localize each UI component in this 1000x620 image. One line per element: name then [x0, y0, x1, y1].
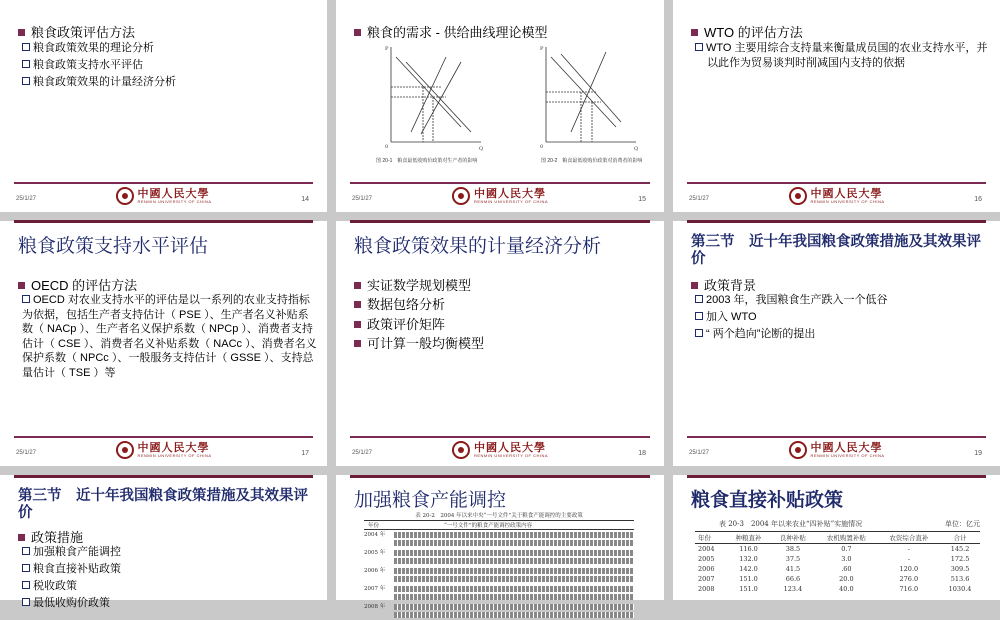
table-caption: 表 20-3 2004 年以来农业“四补贴”实施情况	[719, 520, 863, 528]
bullet: 数据包络分析	[354, 294, 445, 313]
bullet: 政策评价矩阵	[354, 314, 445, 333]
slide-title: 第三节 近十年我国粮食政策措施及其效果评价	[18, 487, 308, 521]
svg-text:Q: Q	[634, 146, 639, 152]
slide-number: 14	[301, 196, 309, 203]
svg-text:0: 0	[385, 144, 389, 150]
supply-demand-graph-1	[371, 42, 491, 167]
col-header: 农资综合直补	[889, 534, 929, 542]
slide-footer	[0, 436, 327, 466]
col-header: 年份	[368, 523, 380, 529]
slide-number: 17	[301, 450, 309, 457]
table-row: 2007 151.0 66.6 20.0 276.0 513.6	[698, 575, 970, 583]
checkbox-bullet-icon	[22, 295, 30, 303]
seal-icon	[788, 187, 806, 205]
subsidy-table	[695, 531, 980, 594]
bullet: 粮食的需求 - 供给曲线理论模型	[354, 22, 548, 41]
checkbox-bullet-icon	[22, 581, 30, 589]
university-logo: 中國人民大學 RENMIN UNIVERSITY OF CHINA	[452, 187, 548, 205]
slide-15[interactable]	[336, 0, 664, 212]
svg-text:P: P	[540, 46, 544, 52]
graph-caption: 图 20-2 粮食最低收购价政策对消费者的影响	[541, 158, 643, 164]
sub-item: 最低收购价政策	[22, 596, 110, 611]
university-logo: 中國人民大學 RENMIN UNIVERSITY OF CHINA	[115, 441, 211, 459]
table-year: 2004 年	[364, 532, 386, 538]
slide-title: 粮食政策效果的计量经济分析	[354, 235, 602, 257]
university-logo: 中國人民大學 RENMIN UNIVERSITY OF CHINA	[788, 441, 884, 459]
checkbox-bullet-icon	[22, 564, 30, 572]
table-row: 2004 116.0 38.5 0.7 - 145.2	[698, 545, 970, 553]
square-bullet-icon	[354, 29, 361, 36]
col-header: 良种补贴	[779, 534, 806, 542]
table-year: 2006 年	[364, 568, 386, 574]
seal-icon	[115, 441, 133, 459]
footer-date: 25/1/27	[16, 450, 37, 456]
slide-title: 加强粮食产能调控	[354, 489, 507, 511]
sub-item: 加入 WTO	[695, 310, 757, 325]
square-bullet-icon	[354, 340, 361, 347]
university-logo: 中國人民大學 RENMIN UNIVERSITY OF CHINA	[115, 187, 211, 205]
table-row: 2008 151.0 123.4 40.0 716.0 1030.4	[698, 585, 972, 593]
seal-icon	[452, 441, 470, 459]
svg-text:P: P	[385, 46, 389, 52]
sub-item: 粮食直接补贴政策	[22, 562, 121, 577]
table-year: 2005 年	[364, 550, 386, 556]
square-bullet-icon	[354, 301, 361, 308]
slide-title: 粮食直接补贴政策	[691, 489, 844, 511]
seal-icon	[115, 187, 133, 205]
slide-17[interactable]	[0, 221, 327, 466]
slide-number: 19	[974, 450, 982, 457]
slide-number: 18	[638, 450, 646, 457]
slide-16[interactable]	[673, 0, 1000, 212]
policy-table	[364, 511, 634, 620]
bullet: WTO 的评估方法	[691, 22, 803, 41]
graph-caption: 图 20-1 粮食最低收购价政策对生产者的影响	[376, 158, 478, 164]
slide-number: 15	[638, 196, 646, 203]
bullet: 粮食政策评估方法	[18, 22, 135, 41]
svg-text:0: 0	[540, 144, 544, 150]
svg-text:Q: Q	[479, 146, 484, 152]
checkbox-bullet-icon	[695, 329, 703, 337]
slide-14[interactable]	[0, 0, 327, 212]
slide-19[interactable]	[673, 221, 1000, 466]
sub-item: 粮食政策支持水平评估	[22, 58, 143, 73]
square-bullet-icon	[18, 282, 25, 289]
square-bullet-icon	[18, 29, 25, 36]
checkbox-bullet-icon	[22, 547, 30, 555]
sub-item: WTO 主要用综合支持量来衡量成员国的农业支持水平，并以此作为贸易谈判时削减国内支持的依据	[695, 41, 995, 71]
sub-item: 加强粮食产能调控	[22, 545, 121, 560]
square-bullet-icon	[691, 29, 698, 36]
seal-icon	[788, 441, 806, 459]
footer-date: 25/1/27	[352, 450, 373, 456]
table-row: 2006 142.0 41.5 .60 120.0 309.5	[698, 565, 970, 573]
sub-item: 2003 年，我国粮食生产跌入一个低谷	[695, 293, 888, 308]
bullet: 可计算一般均衡模型	[354, 333, 484, 352]
square-bullet-icon	[691, 282, 698, 289]
slide-title: 粮食政策支持水平评估	[18, 235, 209, 257]
slide-footer	[673, 182, 1000, 212]
footer-date: 25/1/27	[689, 450, 710, 456]
square-bullet-icon	[354, 321, 361, 328]
slide-21[interactable]	[336, 475, 664, 610]
checkbox-bullet-icon	[695, 312, 703, 320]
footer-date: 25/1/27	[689, 196, 710, 202]
bullet: 实证数学规划模型	[354, 275, 471, 294]
footer-date: 25/1/27	[16, 196, 37, 202]
checkbox-bullet-icon	[22, 43, 30, 51]
slide-22[interactable]	[673, 475, 1000, 600]
supply-demand-graph-2	[526, 42, 646, 167]
slide-title: 第三节 近十年我国粮食政策措施及其效果评价	[691, 233, 981, 267]
slide-footer	[673, 436, 1000, 466]
square-bullet-icon	[354, 282, 361, 289]
sub-item: “ 两个趋向”论断的提出	[695, 327, 815, 342]
bullet: 政策背景	[691, 275, 756, 294]
col-header: “一号文件”的粮食产能调控政策内容	[444, 523, 533, 529]
table-unit: 单位：亿元	[945, 520, 980, 528]
subsidy-table-block	[695, 519, 980, 594]
bullet: 政策措施	[18, 527, 83, 546]
slide-footer	[0, 182, 327, 212]
col-header: 年份	[698, 534, 711, 542]
footer-date: 25/1/27	[352, 196, 373, 202]
slide-18[interactable]	[336, 221, 664, 466]
table-year: 2008 年	[364, 604, 386, 610]
table-row: 2005 132.0 37.5 3.0 - 172.5	[698, 555, 970, 563]
sub-item: 税收政策	[22, 579, 77, 594]
sub-item: OECD 对农业支持水平的评估是以一系列的农业支持指标为依据，包括生产者支持估计（ PSE ）、生产者名义补贴系数（ NACp ）、生产者名义保护系数（ NPCp ）、消费者支持估计（ CSE ）、消费者名义补贴系数（ NACc ）、消费者名义保护系数（ NPCc ）、一般服务支持估计（ GSSE ）、支持总量估计（ TSE ）等	[22, 294, 317, 379]
seal-icon	[452, 187, 470, 205]
col-header: 种粮直补	[735, 534, 762, 542]
table-year: 2007 年	[364, 586, 386, 592]
checkbox-bullet-icon	[22, 60, 30, 68]
col-header: 农机购置补贴	[826, 534, 866, 542]
checkbox-bullet-icon	[22, 598, 30, 606]
col-header: 合计	[953, 534, 967, 542]
university-logo: 中國人民大學 RENMIN UNIVERSITY OF CHINA	[788, 187, 884, 205]
sub-item: 粮食政策效果的计量经济分析	[22, 75, 176, 90]
slide-footer	[336, 182, 664, 212]
checkbox-bullet-icon	[695, 43, 703, 51]
slide-20[interactable]	[0, 475, 327, 609]
bullet: OECD 的评估方法	[18, 275, 137, 294]
slide-number: 16	[974, 196, 982, 203]
table-caption: 表 20-2 2004 年以来中央“一号文件”关于粮食产能调控的主要政策	[415, 513, 583, 519]
checkbox-bullet-icon	[695, 295, 703, 303]
checkbox-bullet-icon	[22, 77, 30, 85]
sub-item: 粮食政策效果的理论分析	[22, 41, 154, 56]
square-bullet-icon	[18, 534, 25, 541]
university-logo: 中國人民大學 RENMIN UNIVERSITY OF CHINA	[452, 441, 548, 459]
slide-footer	[336, 436, 664, 466]
